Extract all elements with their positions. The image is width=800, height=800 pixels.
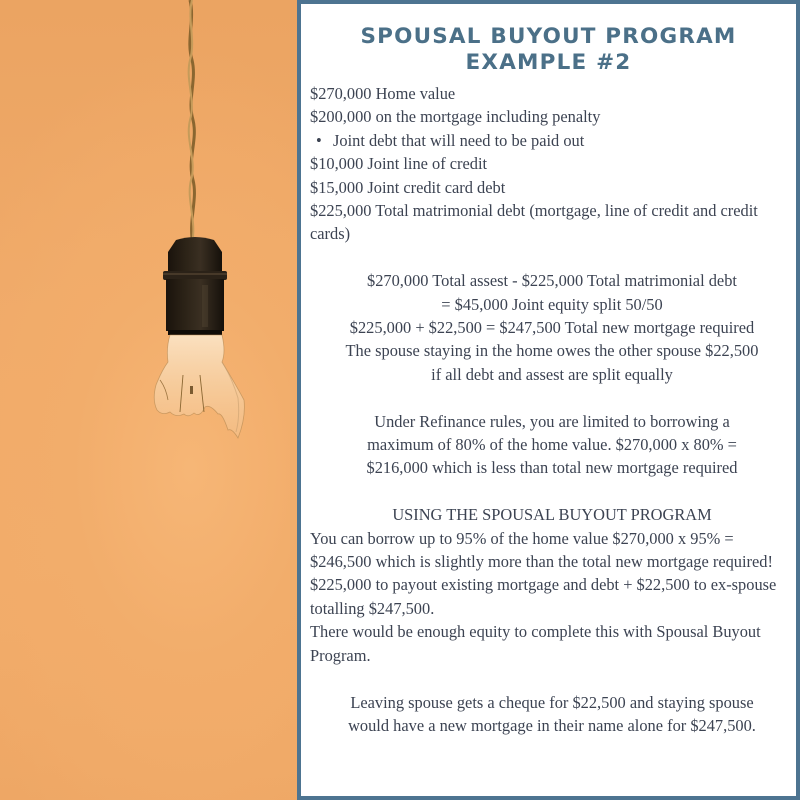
list-item [310, 129, 794, 152]
line-of-credit-line: $10,000 Joint line of credit [310, 154, 488, 174]
refinance-line: maximum of 80% of the home value. $270,000 x 80% = [367, 435, 737, 455]
spacer [310, 386, 794, 409]
conclusion [310, 691, 794, 738]
bullet-icon: • [316, 130, 322, 150]
spacer [310, 480, 794, 503]
spacer [310, 667, 794, 690]
calc-line: = $45,000 Joint equity split 50/50 [441, 294, 663, 314]
spacer [310, 246, 794, 269]
program-text: $225,000 to payout existing mortgage and debt + $22,500 to ex-spouse totalling $247,500. [310, 575, 777, 618]
page-title [301, 24, 796, 76]
bullet-text: Joint debt that will need to be paid out [333, 130, 585, 150]
light-bulb-photo [0, 0, 297, 800]
title-line: SPOUSAL BUYOUT PROGRAM [360, 24, 737, 49]
refinance-line: $216,000 which is less than total new mortgage required [366, 458, 738, 478]
calc-line: $270,000 Total assest - $225,000 Total matrimonial debt [367, 271, 737, 291]
light-bulb-illustration [0, 0, 297, 800]
credit-card-line: $15,000 Joint credit card debt [310, 177, 506, 197]
calc-line: The spouse staying in the home owes the other spouse $22,500 [345, 341, 759, 361]
equity-calculation [310, 269, 794, 386]
cord-icon [189, 0, 195, 245]
calc-line: if all debt and assest are split equally [431, 364, 673, 384]
total-debt-line: $225,000 Total matrimonial debt (mortgage, line of credit and credit cards) [310, 201, 758, 244]
calc-line: $225,000 + $22,500 = $247,500 Total new mortgage required [349, 318, 755, 338]
content-body [310, 82, 794, 737]
info-panel [297, 0, 800, 800]
broken-bulb-icon [154, 335, 244, 438]
conclusion-line: Leaving spouse gets a cheque for $22,500 and staying spouse [350, 692, 754, 712]
program-text: There would be enough equity to complete this with Spousal Buyout Program. [310, 622, 761, 665]
program-heading: USING THE SPOUSAL BUYOUT PROGRAM [392, 505, 712, 525]
socket-icon [163, 237, 227, 335]
conclusion-line: would have a new mortgage in their name alone for $247,500. [348, 715, 756, 735]
refinance-rules [310, 410, 794, 480]
refinance-line: Under Refinance rules, you are limited to borrowing a [374, 411, 730, 431]
home-value-line: $270,000 Home value [310, 84, 456, 103]
title-line: EXAMPLE #2 [465, 50, 632, 75]
program-text: You can borrow up to 95% of the home value $270,000 x 95% = $246,500 which is slightly more than the total new mortgage required! [310, 528, 773, 572]
mortgage-line: $200,000 on the mortgage including penalty [310, 107, 601, 127]
